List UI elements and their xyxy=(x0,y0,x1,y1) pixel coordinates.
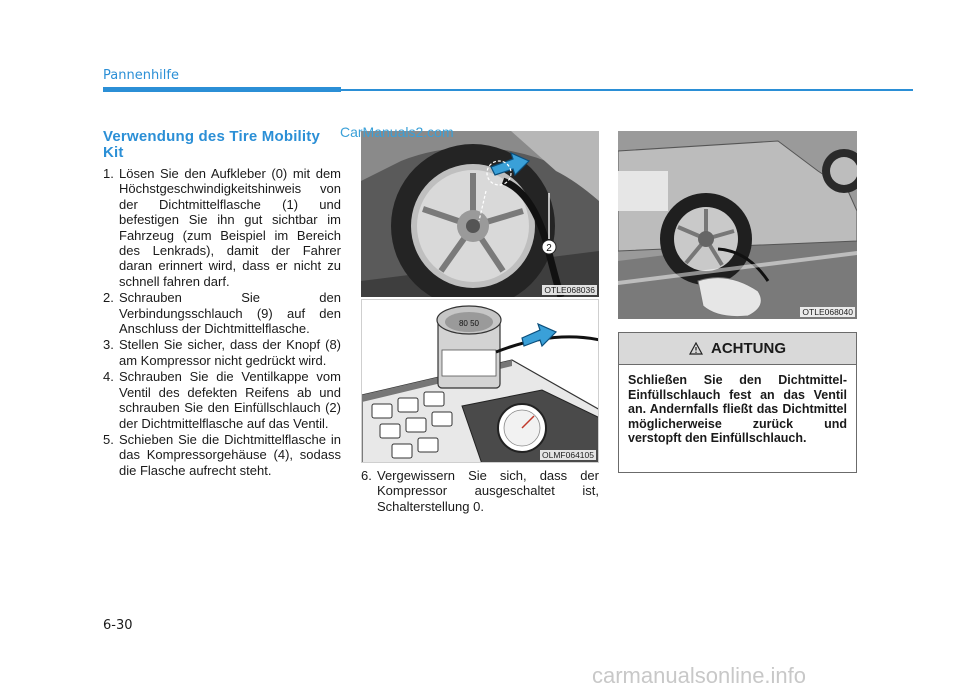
instruction-list xyxy=(103,166,341,479)
list-item xyxy=(103,369,341,431)
list-item xyxy=(103,290,341,336)
step-number: 1. xyxy=(103,166,114,181)
image-code: OTLE068036 xyxy=(544,285,595,295)
header-rule-accent xyxy=(103,87,341,92)
compressor-illustration xyxy=(362,300,599,463)
step-number: 5. xyxy=(103,431,114,447)
step-number: 6. xyxy=(361,468,372,483)
list-item xyxy=(103,166,341,289)
step-text: Schrauben Sie den Verbindungsschlauch (9) auf den Anschluss der Dichtmittelflasche. xyxy=(119,290,341,337)
warning-box xyxy=(618,332,857,473)
step-text: Lösen Sie den Aufkleber (0) mit dem Höchstgeschwindigkeitshinweis von der Dichtmittelflasche (1) und befestigen Sie ihn gut sichtbar im Fahrzeug (zum Beispiel im Bereich des Lenkrads), damit der Fahrer daran erinnert wird, dass er nicht zu schnell fahren darf. xyxy=(119,166,341,289)
car-illustration xyxy=(618,131,857,319)
header-rule xyxy=(341,89,913,91)
list-item xyxy=(103,337,341,368)
step-number: 3. xyxy=(103,337,114,353)
watermark: carmanualsonline.info xyxy=(592,663,807,688)
warning-text: Schließen Sie den Dichtmittel-Einfüllschlauch fest an das Ventil an. Andernfalls fließt das Dichtmittel möglicherweise zurück und verstopft den Einfüllschlauch. xyxy=(628,373,847,446)
watermark: CarManuals2.com xyxy=(340,124,454,140)
section-title: Verwendung des Tire Mobility Kit xyxy=(103,128,321,161)
step-text: Schieben Sie die Dichtmittelflasche in das Kompressorgehäuse (4), sodass die Flasche aufrecht steht. xyxy=(119,431,341,478)
list-item xyxy=(103,432,341,478)
step-number: 2. xyxy=(103,290,114,306)
step-text: Schrauben Sie die Ventilkappe vom Ventil des defekten Reifens ab und schrauben Sie den Einfüllschlauch (2) der Dichtmittelflasche auf das Ventil. xyxy=(119,369,341,431)
car-kit-image xyxy=(618,131,857,319)
callout-number: 2 xyxy=(546,243,552,254)
step-number: 4. xyxy=(103,369,114,385)
step-text: Stellen Sie sicher, dass der Knopf (8) am Kompressor nicht gedrückt wird. xyxy=(119,337,341,368)
wheel-illustration xyxy=(361,131,599,297)
image-code: OLMF064105 xyxy=(542,450,594,460)
warning-triangle-icon xyxy=(689,342,703,355)
compressor-image xyxy=(361,299,599,463)
list-item xyxy=(361,468,599,514)
section-header: Pannenhilfe xyxy=(103,68,179,83)
step-text: Vergewissern Sie sich, dass der Kompressor ausgeschaltet ist, Schalterstellung 0. xyxy=(377,468,599,514)
wheel-hose-image xyxy=(361,131,599,297)
warning-heading: ACHTUNG xyxy=(711,340,786,357)
page-number: 6-30 xyxy=(103,618,133,633)
bottle-dial-text: 80 50 xyxy=(458,319,480,328)
warning-header xyxy=(619,333,856,365)
image-code: OTLE068040 xyxy=(802,307,853,317)
